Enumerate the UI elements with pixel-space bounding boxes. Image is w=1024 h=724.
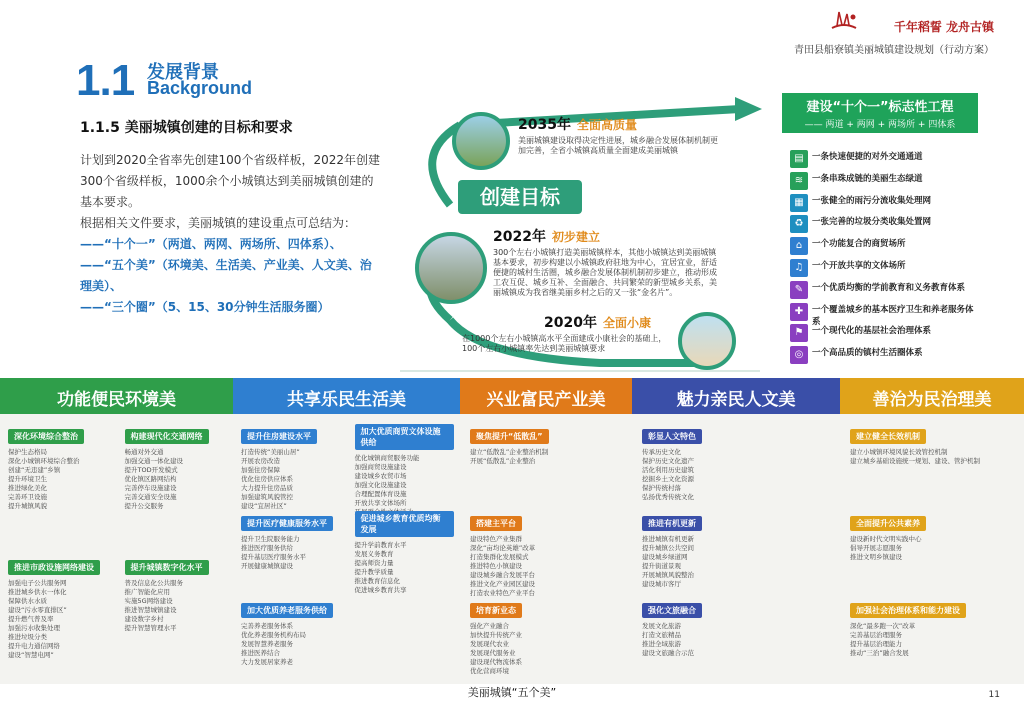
band-block-line: 优化城镇商贸服务功能 — [354, 454, 420, 462]
band-body — [632, 414, 840, 678]
band-block-line: 推进城乡供水一体化 — [8, 588, 67, 596]
band-block-line: 活化利用历史建筑 — [642, 466, 694, 474]
ten-list-item — [790, 324, 978, 344]
band-block-line: 建设“宜居社区” — [241, 502, 287, 510]
band-body — [840, 414, 1024, 678]
band-block-line: 推进全域旅游 — [642, 640, 681, 648]
band-block-lines — [850, 448, 1014, 466]
band-body — [460, 414, 632, 678]
photo-2020 — [678, 312, 736, 370]
brand-slogan: 千年稻誓 龙舟古镇 — [893, 20, 994, 34]
band-block — [642, 598, 830, 679]
band-block-line: 开放共享文体场所 — [354, 499, 407, 507]
intro-line-ten: ——“十个一”（两道、两网、两场所、四体系）、 — [80, 237, 342, 251]
band-block-line: 推动“三治”融合发展 — [850, 649, 909, 657]
band-block-line: 打造农业特色产业平台 — [470, 589, 535, 597]
band-block-line: 加强文化设施建设 — [354, 481, 407, 489]
band-block-title: 强化文旅融合 — [642, 603, 702, 618]
band-block-line: 发展现代农业 — [470, 640, 509, 648]
band-block-line: 推进绿化美化 — [8, 484, 47, 492]
band-block-title: 促进城乡教育优质均衡发展 — [355, 511, 455, 537]
band-block-line: 开展“低散乱”企业整治 — [470, 457, 536, 465]
ten-list-item — [790, 172, 978, 192]
ten-list-header — [782, 93, 978, 133]
footer-caption: 美丽城镇“五个美” — [467, 686, 557, 699]
ten-list-item-label: 一个现代化的基层社会治理体系 — [812, 326, 932, 337]
band-block-line: 加快提升传统产业 — [470, 631, 522, 639]
band-block-lines — [470, 448, 622, 466]
band-3 — [460, 378, 632, 678]
milestone-2022-year: 2022年 — [493, 229, 546, 245]
band-block — [470, 598, 622, 679]
band-block-line: 提升环境卫生 — [8, 475, 47, 483]
timeline-title: 创建目标 — [458, 180, 582, 214]
band-block-line: 加强住房保障 — [241, 466, 280, 474]
ten-list-item — [790, 303, 978, 327]
ten-list-item-icon: ≋ — [790, 172, 808, 190]
band-block-lines — [125, 448, 228, 511]
brand-block — [794, 18, 994, 56]
band-block-title: 培育新业态 — [470, 603, 522, 618]
band-block-title: 加强社会治理体系和能力建设 — [850, 603, 966, 618]
band-block-line: 深化“亩均论英雄”改革 — [470, 544, 536, 552]
milestone-2035-tag: 全面高质量 — [576, 118, 637, 132]
band-block-line: 发展义务教育 — [354, 550, 394, 558]
band-block-line: 推进文明乡镇建设 — [850, 553, 902, 561]
band-block-title: 深化环境综合整治 — [8, 429, 84, 444]
section-number: 1.1 — [76, 56, 135, 105]
band-block-lines — [642, 622, 830, 658]
band-block-line: 实施5G网络建设 — [124, 597, 173, 605]
section-title-cn: 发展背景 — [147, 62, 219, 83]
milestone-2020 — [462, 315, 672, 354]
band-block-line: 传承历史文化 — [642, 448, 681, 456]
ten-list-item — [790, 194, 978, 214]
band-block-line: 提升基层治理能力 — [850, 640, 902, 648]
ten-list-item-icon: ♫ — [790, 259, 808, 277]
milestone-2035 — [518, 117, 723, 156]
band-block-line: 倡导开展志愿服务 — [850, 544, 902, 552]
band-block-line: 推广智能化应用 — [124, 588, 170, 596]
band-block-line: 发展智慧养老服务 — [241, 640, 293, 648]
band-block-line: 提升城镇公共空间 — [642, 544, 694, 552]
band-block-lines — [8, 448, 111, 511]
milestone-2020-text: 在1000个左右小城镇高水平全面建成小康社会的基础上，100个左右小城镇率先达到美丽城镇要求 — [462, 334, 667, 353]
band-block-line: 建立小城镇环境风貌长效管控机制 — [850, 448, 948, 456]
band-block-line: 推进智慧城镇建设 — [124, 606, 177, 614]
band-block — [241, 511, 341, 592]
band-block-line: 开展城镇风貌整治 — [642, 571, 694, 579]
band-block-line: 建立城乡基础设施统一规划、建设、管护机制 — [850, 457, 980, 465]
photo-2022 — [415, 232, 487, 304]
band-block — [850, 598, 1014, 679]
band-block — [470, 511, 622, 597]
band-block-line: 建设特色产业集群 — [470, 535, 522, 543]
ten-list-item — [790, 150, 978, 170]
band-block-line: 强化产业融合 — [470, 622, 509, 630]
band-block — [125, 424, 228, 549]
band-block-line: 优化镇区路网结构 — [124, 475, 177, 483]
band-block-title: 构建现代化交通网络 — [125, 429, 209, 444]
band-block-line: 优化养老服务机构布局 — [241, 631, 306, 639]
band-block-line: 建设城乡融合发展平台 — [470, 571, 535, 579]
band-2 — [233, 378, 460, 678]
band-body — [0, 414, 233, 678]
band-block-title: 提升城镇数字化水平 — [125, 560, 209, 575]
ten-list-item-label: 一张健全的雨污分流收集处理网 — [812, 195, 932, 206]
milestone-2020-year: 2020年 — [544, 315, 597, 331]
band-block-line: 建设“智慧电网” — [8, 651, 54, 659]
band-block-lines — [642, 448, 830, 502]
ten-list-item-icon: ⌂ — [790, 237, 808, 255]
band-block-line: 加强污水收集处理 — [8, 624, 60, 632]
band-block-line: 加强商贸设施建设 — [354, 463, 407, 471]
band-block — [850, 511, 1014, 592]
band-block-title: 提升住房建设水平 — [241, 429, 317, 444]
band-block-line: 建设数字乡村 — [124, 615, 164, 623]
band-block-line: 完善交通安全设施 — [124, 493, 177, 501]
band-block — [642, 511, 830, 592]
band-title: 魅力亲民人文美 — [632, 378, 840, 414]
ten-list-item-icon: ✚ — [790, 303, 808, 321]
band-block-line: 提升街道景观 — [642, 562, 681, 570]
ten-list-item-icon: ♻ — [790, 215, 808, 233]
photo-2035 — [452, 112, 510, 170]
band-block-line: 发展文化旅游 — [642, 622, 681, 630]
band-block-line: 打造传统“美丽山居” — [241, 448, 300, 456]
ten-list-item — [790, 281, 978, 301]
band-block-line: 完善停车设施建设 — [124, 484, 177, 492]
band-block — [355, 424, 455, 505]
band-block-line: 深化小城镇环境综合整治 — [8, 457, 80, 465]
band-block-lines — [241, 535, 341, 571]
band-block-line: 提升智慧管理水平 — [124, 624, 177, 632]
band-block-title: 加大优质养老服务供给 — [241, 603, 333, 618]
milestone-2022-tag: 初步建立 — [551, 230, 600, 244]
band-block-line: 保护历史文化遗产 — [642, 457, 694, 465]
band-block — [8, 424, 111, 549]
band-block-line: 创建“无违建”乡镇 — [8, 466, 61, 474]
milestone-2022-text: 300个左右小城镇打造美丽城镇样本，其他小城镇达到美丽城镇基本要求，初步构建以小城镇政府驻地为中心，宜居宜业，舒适便捷的城村生活圈，城乡融合发展体制机制初步建立，推动形成工农互促、城乡互补、全面融合、共同繁荣的新型城乡关系，美丽城镇成为我省继美丽乡村之后的又一张“金名片”。 — [493, 248, 717, 297]
band-block-line: 打造集群化发展模式 — [470, 553, 529, 561]
band-block-line: 建设现代物流体系 — [470, 658, 522, 666]
band-block-lines — [241, 622, 341, 667]
ten-list-item-label: 一条快速便捷的对外交通通道 — [812, 152, 923, 162]
band-block-line: 推进城镇有机更新 — [642, 535, 694, 543]
subheading: 1.1.5 美丽城镇创建的目标和要求 — [80, 120, 293, 136]
band-block-line: 打造文旅精品 — [642, 631, 681, 639]
band-block-line: 发展现代服务业 — [470, 649, 516, 657]
band-block-title: 推进市政设施网络建设 — [8, 560, 100, 575]
band-5 — [840, 378, 1024, 678]
intro-paragraph-2: 根据相关文件要求，美丽城镇的建设重点可总结为： — [80, 216, 357, 230]
band-block-line: 提升公交服务 — [124, 502, 164, 510]
band-block-lines — [850, 535, 1014, 562]
band-block-line: 建立“低散乱”企业整治机制 — [470, 448, 549, 456]
ten-list-item-label: 一个开放共享的文体场所 — [812, 261, 906, 271]
band-block — [241, 424, 341, 510]
band-block — [470, 424, 622, 505]
band-1 — [0, 378, 233, 678]
band-block — [850, 424, 1014, 505]
band-block-line: 完善环卫设施 — [8, 493, 47, 501]
ten-list-item — [790, 346, 978, 366]
band-block-line: 深化“最多跑一次”改革 — [850, 622, 916, 630]
intro-line-five: ——“五个美”（环境美、生活美、产业美、人文美、治理美）、 — [80, 258, 372, 293]
band-block-line: 优化营商环境 — [470, 667, 509, 675]
band-block-line: 开展健康城镇建设 — [241, 562, 293, 570]
milestone-2035-text: 美丽城镇建设取得决定性进展，城乡融合发展体制机制更加完善，全省小城镇高质量全面建成美丽城镇 — [518, 136, 718, 155]
band-block-line: 保护传统村落 — [642, 484, 681, 492]
band-block — [241, 598, 341, 679]
band-block-line: 加强建筑风貌管控 — [241, 493, 293, 501]
band-4 — [632, 378, 840, 678]
band-block-line: 提升基层医疗服务水平 — [241, 553, 306, 561]
band-block-lines — [355, 541, 455, 595]
ten-list-item-label: 一个优质均衡的学前教育和义务教育体系 — [812, 282, 966, 293]
band-block-lines — [850, 622, 1014, 658]
band-block-line: 建设新时代文明实践中心 — [850, 535, 922, 543]
ten-list-item-label: 一条串珠成链的美丽生态绿道 — [812, 173, 923, 184]
ten-list-item-label: 一个覆盖城乡的基本医疗卫生和养老服务体系 — [812, 304, 974, 327]
band-block-line: 普及信息化公共服务 — [124, 579, 183, 587]
band-block-line: 促进城乡教育共享 — [354, 586, 407, 594]
band-block-title: 聚焦提升“低散乱” — [470, 429, 549, 444]
band-body — [233, 414, 460, 678]
band-block-line: 提升学前教育水平 — [354, 541, 407, 549]
ten-list-item-icon: ◎ — [790, 346, 808, 364]
band-title: 善治为民治理美 — [840, 378, 1024, 414]
ten-list-item-label: 一个功能复合的商贸场所 — [812, 239, 906, 250]
band-block-title: 建立健全长效机制 — [850, 429, 926, 444]
band-block-line: 提升教学质量 — [354, 568, 394, 576]
band-block-title: 加大优质商贸文体设施供给 — [355, 424, 455, 450]
band-block-line: 推进垃圾分类 — [8, 633, 47, 641]
intro-line-three: ——“三个圈”（5、15、30分钟生活服务圈） — [80, 300, 330, 314]
band-block-line: 推进医疗服务供给 — [241, 544, 293, 552]
band-block-title: 搭建主平台 — [470, 516, 522, 531]
band-block — [8, 555, 111, 680]
band-block-title: 推进有机更新 — [642, 516, 702, 531]
band-block-line: 建设城乡农贸市场 — [354, 472, 407, 480]
band-block-line: 提升电力通信网络 — [8, 642, 60, 650]
ten-list-item-icon: ✎ — [790, 281, 808, 299]
ten-list-item-icon: ⚑ — [790, 324, 808, 342]
band-block-line: 建设文旅融合示范 — [642, 649, 694, 657]
band-block-line: 保障供水水质 — [8, 597, 47, 605]
ten-list-title: 建设“十个一”标志性工程 — [806, 100, 954, 115]
band-block-line: 推进文化产业园区建设 — [470, 580, 535, 588]
intro-paragraph-1: 计划到2020全省率先创建100个省级样板，2022年创建300个省级样板，1000余个小城镇达到美丽城镇创建的基本要求。 — [80, 153, 380, 209]
band-block-line: 提升燃气普及率 — [8, 615, 54, 623]
band-block-line: 大力发展居家养老 — [241, 658, 293, 666]
band-title: 共享乐民生活美 — [233, 378, 460, 414]
band-title: 兴业富民产业美 — [460, 378, 632, 414]
band-block-lines — [470, 622, 622, 676]
milestone-2035-year: 2035年 — [518, 117, 571, 133]
ten-list-item — [790, 237, 978, 257]
ten-list-item — [790, 215, 978, 235]
band-block-line: 加强交通一体化建设 — [124, 457, 183, 465]
band-block-line: 提升TOD开发模式 — [124, 466, 178, 474]
band-block-lines — [8, 579, 111, 660]
page-number: 11 — [988, 690, 1000, 700]
band-block — [355, 511, 455, 592]
plan-title: 青田县船寮镇美丽城镇建设规划（行动方案） — [794, 45, 994, 56]
band-block-line: 加强电子公共服务网 — [8, 579, 67, 587]
intro-text — [80, 150, 380, 318]
band-block-title: 彰显人文特色 — [642, 429, 702, 444]
ten-list-item-icon: ▦ — [790, 194, 808, 212]
band-block-line: 开展农房改造 — [241, 457, 280, 465]
ten-list-item-icon: ▤ — [790, 150, 808, 168]
band-block-lines — [470, 535, 622, 598]
band-block-lines — [642, 535, 830, 589]
band-block-line: 优化住房供应体系 — [241, 475, 293, 483]
band-block-lines — [241, 448, 341, 511]
band-block-line: 推进教育信息化 — [354, 577, 400, 585]
band-block-line: 保护生态格局 — [8, 448, 47, 456]
band-block-line: 弘扬优秀传统文化 — [642, 493, 694, 501]
band-block-line: 推进特色小镇建设 — [470, 562, 522, 570]
section-title-en: Background — [147, 78, 253, 98]
milestone-2022 — [493, 229, 723, 298]
band-block-line: 建设“污水零直排区” — [8, 606, 67, 614]
band-title: 功能便民环境美 — [0, 378, 233, 414]
milestone-2020-tag: 全面小康 — [602, 316, 651, 330]
band-block-line: 推进医养结合 — [241, 649, 280, 657]
band-block-line: 挖掘乡土文化资源 — [642, 475, 694, 483]
band-block-title: 全面提升公共素养 — [850, 516, 926, 531]
band-block-line: 提高师资力量 — [354, 559, 394, 567]
band-block — [642, 424, 830, 505]
band-block-line: 提升城镇风貌 — [8, 502, 47, 510]
band-block — [125, 555, 228, 680]
ten-list-item-label: 一个高品质的镇村生活圈体系 — [812, 348, 923, 359]
band-block-line: 提升卫生院服务能力 — [241, 535, 300, 543]
band-block-title: 提升医疗健康服务水平 — [241, 516, 333, 531]
ten-list-subtitle: —— 两道 + 两网 + 两场所 + 四体系 — [804, 120, 956, 130]
band-block-line: 建设城市客厅 — [642, 580, 681, 588]
band-block-line: 完善养老服务体系 — [241, 622, 293, 630]
band-block-line: 大力提升住房品质 — [241, 484, 293, 492]
band-block-line: 完善基层治理服务 — [850, 631, 902, 639]
band-block-lines — [355, 454, 455, 517]
band-block-lines — [125, 579, 228, 633]
band-block-line: 合理配置体育设施 — [354, 490, 407, 498]
ten-list-item-label: 一张完善的垃圾分类收集处置网 — [812, 217, 932, 228]
band-block-line: 畅通对外交通 — [124, 448, 164, 456]
ten-list-item — [790, 259, 978, 279]
band-block-line: 建设城乡绿道网 — [642, 553, 688, 561]
